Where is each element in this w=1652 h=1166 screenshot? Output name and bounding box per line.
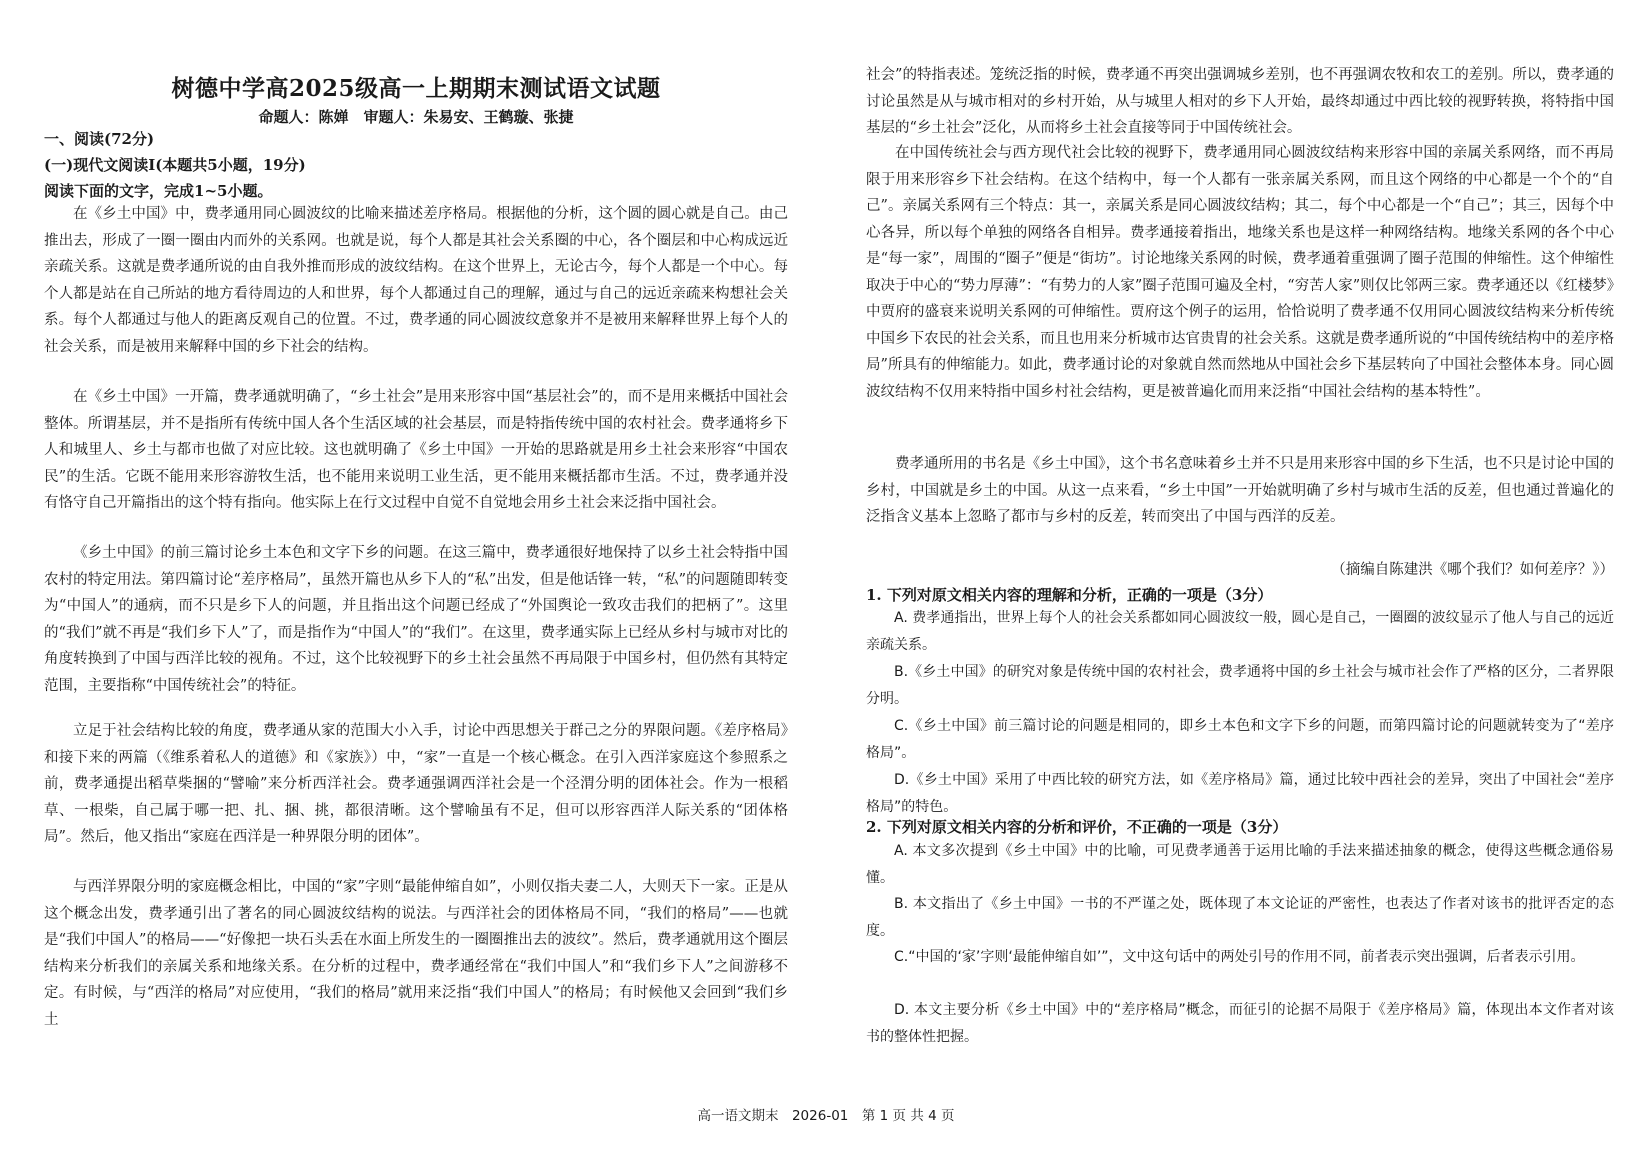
passage-paragraph-2: 在《乡土中国》一开篇，费孝通就明确了，“乡土社会”是用来形容中国“基层社会”的，而不是用来概括中国社会整体。所谓基层，并不是指所有传统中国人各个生活区域的社会基层，而是特指传统中国的农村社会。费孝通将乡下人和城里人、乡土与都市也做了对应比较。这也就明确了《乡土中国》一开始的思路就是用乡土社会来形容“中国农民”的生活。它既不能用来形容游牧生活，也不能用来说明工业生活，更不能用来概括都市生活。不过，费孝通并没有恪守自己开篇指出的这个特有指向。他实际上在行文过程中自觉不自觉地会用乡土社会来泛指中国社会。: [44, 389, 788, 511]
passage-paragraph-1: 在《乡土中国》中，费孝通用同心圆波纹的比喻来描述差序格局。根据他的分析，这个圆的圆心就是自己。由己推出去，形成了一圈一圈由内而外的关系网。也就是说，每个人都是其社会关系圈的中心，各个圈层和中心构成远近亲疏关系。这就是费孝通所说的由自我外推而形成的波纹结构。在这个世界上，无论古今，每个人都是一个中心。每个人都是站在自己所站的地方看待周边的人和世界，每个人都通过自己的理解，通过与自己的远近亲疏来构想社会关系。每个人都通过与他人的距离反观自己的位置。不过，费孝通的同心圆波纹意象并不是被用来解释世界上每个人的社会关系，而是被用来解释中国的乡下社会的结构。: [44, 206, 788, 355]
reading-instruction: 阅读下面的文字，完成1~5小题。: [44, 182, 273, 200]
passage-paragraph-5: 与西洋界限分明的家庭概念相比，中国的“家”字则“最能伸缩自如”，小则仅指夫妻二人，大则天下一家。正是从这个概念出发，费孝通引出了著名的同心圆波纹结构的说法。与西洋社会的团体格局不同，“我们的格局”——也就是“我们中国人”的格局——“好像把一块石头丢在水面上所发生的一圈圈推出去的波纹”。然后，费孝通就用这个圈层结构来分析我们的亲属关系和地缘关系。在分析的过程中，费孝通经常在“我们中国人”和“我们乡下人”之间游移不定。有时候，与“西洋的格局”对应使用，“我们的格局”就用来泛指“我们中国人”的格局；有时候他又会回到“我们乡土: [44, 879, 788, 1028]
question-1-option-c: C.《乡土中国》前三篇讨论的问题是相同的，即乡土本色和文字下乡的问题，而第四篇讨论的问题就转变为了“差序格局”。: [866, 718, 1614, 761]
exam-authors: 命题人：陈婵 审题人：朱易安、王鹤璇、张捷: [258, 108, 574, 126]
question-2-stem: 2. 下列对原文相关内容的分析和评价，不正确的一项是（3分）: [866, 818, 1288, 836]
section-heading-reading: 一、阅读(72分): [44, 130, 155, 148]
passage-paragraph-4: 立足于社会结构比较的角度，费孝通从家的范围大小入手，讨论中西思想关于群己之分的界限问题。《差序格局》和接下来的两篇（《维系着私人的道德》和《家族》）中，“家”一直是一个核心概念。在引入西洋家庭这个参照系之前，费孝通提出稻草柴捆的“譬喻”来分析西洋社会。费孝通强调西洋社会是一个泾渭分明的团体社会。作为一根稻草、一根柴，自己属于哪一把、扎、捆、挑，都很清晰。这个譬喻虽有不足，但可以形容西洋人际关系的“团体格局”。然后，他又指出“家庭在西洋是一种界限分明的团体”。: [44, 723, 788, 845]
page-footer: 高一语文期末 2026-01 第 1 页 共 4 页: [697, 1108, 955, 1124]
question-1-option-d: D.《乡土中国》采用了中西比较的研究方法，如《差序格局》篇，通过比较中西社会的差异，突出了中国社会“差序格局”的特色。: [866, 772, 1614, 815]
question-2-option-c: C.“中国的‘家’字则‘最能伸缩自如’”，文中这句话中的两处引号的作用不同，前者表示突出强调，后者表示引用。: [894, 949, 1585, 965]
question-1-option-b: B.《乡土中国》的研究对象是传统中国的农村社会，费孝通将中国的乡土社会与城市社会作了严格的区分，二者界限分明。: [866, 664, 1614, 707]
section-heading-modern-text: (一)现代文阅读Ⅰ(本题共5小题，19分): [44, 156, 306, 174]
passage-source: （摘编自陈建洪《哪个我们？如何差序？》）: [1331, 562, 1614, 578]
question-2-option-a: A. 本文多次提到《乡土中国》中的比喻，可见费孝通善于运用比喻的手法来描述抽象的概念，使得这些概念通俗易懂。: [866, 843, 1614, 886]
passage-paragraph-5-continued: 社会”的特指表述。笼统泛指的时候，费孝通不再突出强调城乡差别，也不再强调农牧和农工的差别。所以，费孝通的讨论虽然是从与城市相对的乡村开始，从与城里人相对的乡下人开始，最终却通过中西比较的视野转换，将特指中国基层的“乡土社会”泛化，从而将乡土社会直接等同于中国传统社会。: [866, 67, 1614, 136]
question-1-option-a: A. 费孝通指出，世界上每个人的社会关系都如同心圆波纹一般，圆心是自己，一圈圈的波纹显示了他人与自己的远近亲疏关系。: [866, 610, 1614, 653]
passage-paragraph-6: 在中国传统社会与西方现代社会比较的视野下，费孝通用同心圆波纹结构来形容中国的亲属关系网络，而不再局限于用来形容乡下社会结构。在这个结构中，每一个人都有一张亲属关系网，而且这个网络的中心都是一个个的“自己”。亲属关系网有三个特点：其一，亲属关系是同心圆波纹结构；其二，每个中心都是一个“自己”；其三，因每个中心各异，所以每个单独的网络各自相异。费孝通接着指出，地缘关系也是这样一种网络结构。地缘关系网的各个中心是“每一家”，周围的“圈子”便是“街坊”。讨论地缘关系网的时候，费孝通着重强调了圈子范围的伸缩性。这个伸缩性取决于中心的“势力厚薄”：“有势力的人家”圈子范围可遍及全村，“穷苦人家”则仅比邻两三家。费孝通还以《红楼梦》中贾府的盛衰来说明关系网的可伸缩性。贾府这个例子的运用，恰恰说明了费孝通不仅用同心圆波纹结构来分析传统中国乡下农民的社会关系，而且也用来分析城市达官贵胄的社会关系。这就是费孝通所说的“中国传统结构中的差序格局”所具有的伸缩能力。如此，费孝通讨论的对象就自然而然地从中国社会乡下基层转向了中国社会整体本身。同心圆波纹结构不仅用来特指中国乡村社会结构，更是被普遍化而用来泛指“中国社会结构的基本特性”。: [866, 145, 1614, 400]
passage-paragraph-7: 费孝通所用的书名是《乡土中国》，这个书名意味着乡土并不只是用来形容中国的乡下生活，也不只是讨论中国的乡村，中国就是乡土的中国。从这一点来看，“乡土中国”一开始就明确了乡村与城市生活的反差，但也通过普遍化的泛指含义基本上忽略了都市与乡村的反差，转而突出了中国与西洋的反差。: [866, 456, 1614, 525]
passage-paragraph-3: 《乡土中国》的前三篇讨论乡土本色和文字下乡的问题。在这三篇中，费孝通很好地保持了以乡土社会特指中国农村的特定用法。第四篇讨论“差序格局”，虽然开篇也从乡下人的“私”出发，但是他话锋一转，“私”的问题随即转变为“中国人”的通病，而不只是乡下人的问题，并且指出这个问题已经成了“外国舆论一致攻击我们的把柄了”。这里的“我们”就不再是“我们乡下人”了，而是指作为“中国人”的“我们”。在这里，费孝通实际上已经从乡村与城市对比的角度转换到了中国与西洋比较的视角。不过，这个比较视野下的乡土社会虽然不再局限于中国乡村，但仍然有其特定范围，主要指称“中国传统社会”的特征。: [44, 545, 788, 694]
question-1-stem: 1. 下列对原文相关内容的理解和分析，正确的一项是（3分）: [866, 586, 1273, 604]
page-title: 树德中学高2025级高一上期期末测试语文试题: [171, 75, 661, 102]
question-2-option-b: B. 本文指出了《乡土中国》一书的不严谨之处，既体现了本文论证的严密性，也表达了作者对该书的批评否定的态度。: [866, 896, 1614, 939]
question-2-option-d: D. 本文主要分析《乡土中国》中的“差序格局”概念，而征引的论据不局限于《差序格局》篇，体现出本文作者对该书的整体性把握。: [866, 1002, 1614, 1045]
